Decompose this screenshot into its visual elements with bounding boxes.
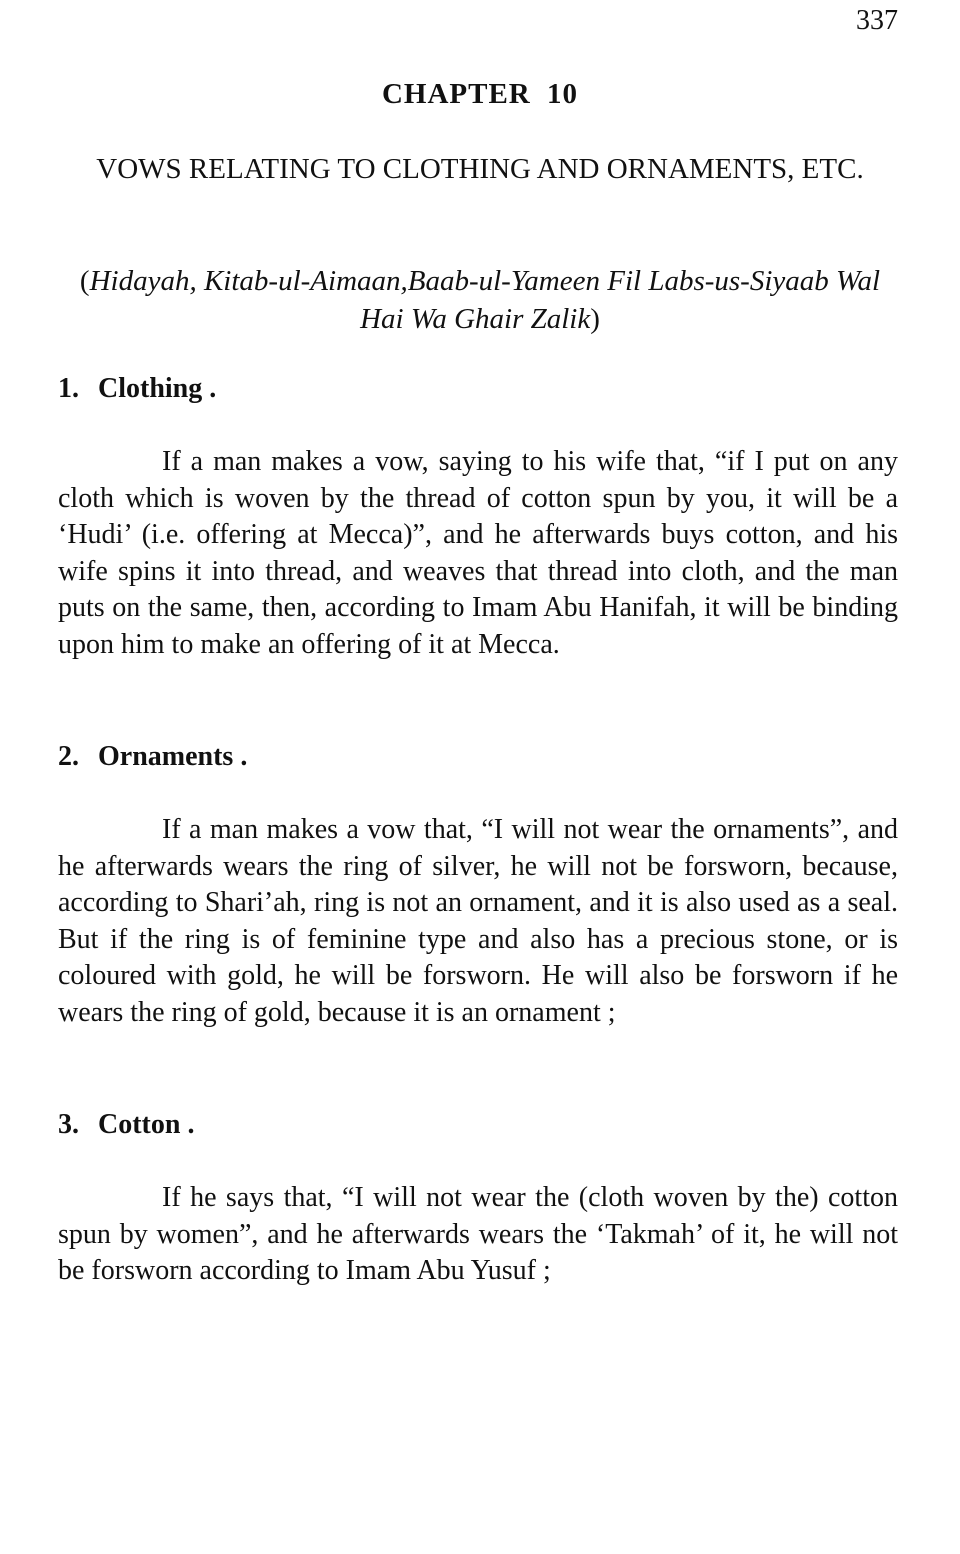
section-body-ornaments: If a man makes a vow that, “I will not wear the ornaments”, and he afterwards wears the ring of silver, he will not be forsworn, because, according to Shari’ah, ring is not an ornament, and it is also used as a seal. But if the ring is of feminine type and also has a precious stone, or is coloured with gold, he will be forsworn. He will also be forsworn if he wears the ring of gold, because it is an ornament ; [58,814,898,1028]
chapter-source [60,262,900,338]
section-number: 3. [58,1109,79,1140]
section-heading-clothing [58,372,216,406]
section-body-cotton: If he says that, “I will not wear the (cloth woven by the) cotton spun by women”, and he afterwards wears the ‘Takmah’ of it, he will not be forsworn according to Imam Abu Yusuf ; [58,1182,898,1287]
source-citation: Hidayah, Kitab-ul-Aimaan,Baab-ul-Yameen Fil Labs-us-Siyaab Wal Hai Wa Ghair Zalik [89,265,881,335]
section-heading-cotton [58,1108,194,1142]
section-number: 1. [58,373,79,404]
source-open-paren: ( [79,265,90,297]
page-number: 337 [856,5,898,36]
section-body-clothing: If a man makes a vow, saying to his wife that, “if I put on any cloth which is woven by the thread of cotton spun by you, it will be a ‘Hudi’ (i.e. offering at Mecca)”, and he afterwards buys cotton, and his wife spins it into thread, and weaves that thread into cloth, and the man puts on the same, then, according to Imam Abu Hanifah, it will be binding upon him to make an offering of it at Mecca. [58,446,898,660]
chapter-subtitle: VOWS RELATING TO CLOTHING AND ORNAMENTS, ETC. [96,153,864,185]
section-number: 2. [58,741,79,772]
source-close-paren: ) [590,303,600,335]
section-heading-ornaments [58,740,247,774]
section-title: Ornaments . [98,741,248,772]
section-title: Cotton . [98,1109,195,1140]
section-title: Clothing . [98,373,217,404]
chapter-title: CHAPTER 10 [381,78,579,110]
